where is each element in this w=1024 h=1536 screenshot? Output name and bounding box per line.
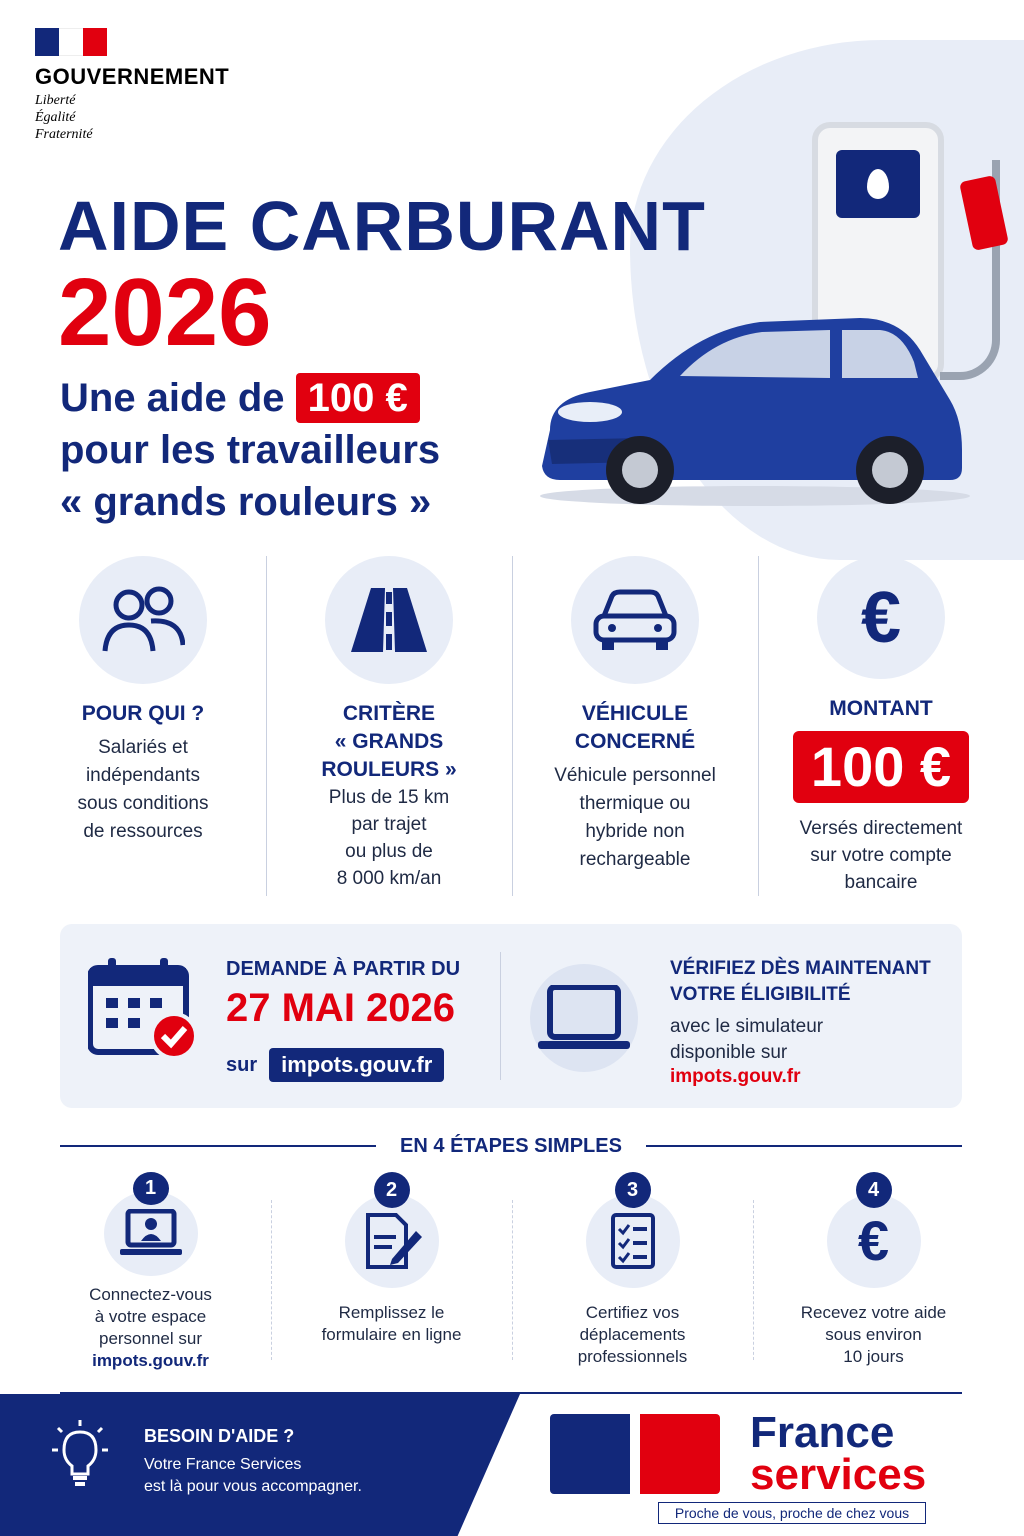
checklist-icon (586, 1194, 680, 1288)
feature-criteria: CRITÈRE « GRANDS ROULEURS » Plus de 15 km par trajet ou plus de 8 000 km/an (266, 556, 512, 896)
car-illustration (530, 300, 970, 510)
help-title: BESOIN D'AIDE ? (144, 1426, 295, 1446)
steps-heading: EN 4 ÉTAPES SIMPLES (60, 1132, 962, 1160)
amount-badge-large: 100 € (793, 731, 969, 803)
france-services-logo (550, 1414, 720, 1494)
brand-tagline: Proche de vous, proche de chez vous (658, 1502, 926, 1524)
feature-who: POUR QUI ? Salariés et indépendants sous conditions de ressources (20, 556, 266, 896)
people-icon (79, 556, 207, 684)
laptop-icon (530, 964, 638, 1072)
request-date: 27 MAI 2026 (226, 986, 456, 1030)
form-pen-icon (345, 1194, 439, 1288)
brand-services: services (750, 1450, 927, 1499)
page-title: AIDE CARBURANT (58, 187, 706, 265)
divider (500, 952, 501, 1080)
step-3: 3 Certifiez vos déplacements professionnels (512, 1172, 753, 1372)
tricolor-flag (35, 28, 107, 56)
car-icon (571, 556, 699, 684)
simulator-link[interactable]: impots.gouv.fr (670, 1066, 801, 1087)
road-icon (325, 556, 453, 684)
gov-motto: Liberté Égalité Fraternité (35, 93, 93, 142)
step-1: 1 Connectez-vous à votre espace personnel sur impots.gouv.fr (30, 1172, 271, 1372)
fuel-drop-icon (867, 169, 889, 199)
government-logo (35, 28, 229, 143)
calendar-check-icon (88, 958, 198, 1058)
info-panel: DEMANDE À PARTIR DU 27 MAI 2026 sur impots.gouv.fr VÉRIFIEZ DÈS MAINTENANT VOTRE ÉLIGIBILITÉ avec le simulateur disponible sur impots.gouv.fr (60, 924, 962, 1108)
impots-link[interactable]: impots.gouv.fr (269, 1048, 444, 1082)
page-year: 2026 (58, 259, 272, 366)
brand-france: France (750, 1408, 895, 1457)
feature-amount: € MONTANT 100 € Versés directement sur votre compte bancaire (758, 556, 1004, 896)
footer-rule (60, 1392, 962, 1394)
step-4: 4 € Recevez votre aide sous environ 10 jours (753, 1172, 994, 1372)
amount-badge: 100 € (296, 373, 420, 423)
feature-vehicle: VÉHICULE CONCERNÉ Véhicule personnel thermique ou hybride non rechargeable (512, 556, 758, 896)
step-2: 2 Remplissez le formulaire en ligne (271, 1172, 512, 1372)
features-row (20, 556, 1004, 896)
lightbulb-icon (50, 1418, 110, 1488)
subtitle: Une aide de 100 € pour les travailleurs « grands rouleurs » (60, 372, 440, 528)
euro-icon: € (827, 1194, 921, 1288)
steps-row (30, 1172, 994, 1372)
euro-icon: € (817, 556, 945, 679)
gov-title: GOUVERNEMENT (35, 64, 230, 89)
